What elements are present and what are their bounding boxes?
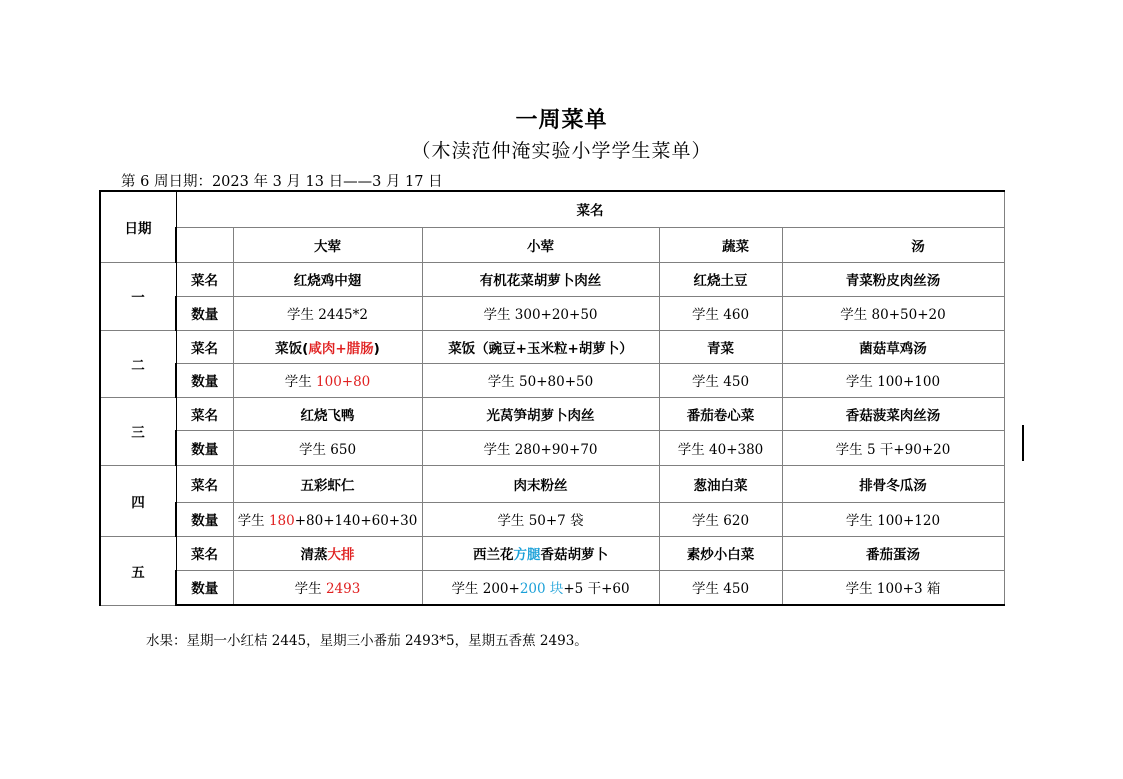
table-row bbox=[100, 570, 1004, 605]
table-row bbox=[100, 363, 1004, 397]
qty-cell-side-meat bbox=[422, 570, 659, 605]
text-segment: 学生 100+120 bbox=[845, 513, 941, 529]
text-segment: 番茄卷心菜 bbox=[686, 407, 755, 424]
text-segment: 学生 280+90+70 bbox=[483, 441, 598, 458]
blank-header-cell bbox=[176, 227, 233, 262]
row-label-qty: 数量 bbox=[176, 570, 233, 605]
row-label-qty: 数量 bbox=[176, 502, 233, 536]
table-row bbox=[100, 465, 1004, 502]
table-row bbox=[100, 262, 1004, 296]
qty-cell-side-meat bbox=[422, 363, 659, 397]
text-segment: 学生 460 bbox=[691, 307, 750, 323]
text-segment: 2493 bbox=[325, 581, 361, 598]
text-segment: 大排 bbox=[327, 547, 355, 563]
text-segment: 学生 bbox=[237, 513, 269, 529]
column-header-side-meat: 小荤 bbox=[422, 227, 659, 262]
table-row bbox=[100, 397, 1004, 430]
dish-cell-side-meat bbox=[422, 465, 659, 502]
text-segment: 菜饭（豌豆+玉米粒+胡萝卜） bbox=[448, 340, 633, 357]
text-segment: 有机花菜胡萝卜肉丝 bbox=[479, 273, 602, 289]
text-segment: 咸肉+腊肠 bbox=[308, 340, 374, 357]
text-segment: 青菜粉皮肉丝汤 bbox=[845, 273, 941, 289]
text-segment: 葱油白菜 bbox=[693, 477, 748, 494]
text-segment: 学生 450 bbox=[691, 581, 750, 598]
text-segment: 学生 5 干+90+20 bbox=[835, 441, 951, 458]
table-row bbox=[100, 330, 1004, 363]
dish-cell-side-meat bbox=[422, 330, 659, 363]
text-segment: 西兰花 bbox=[473, 547, 514, 563]
text-segment: 红烧飞鸭 bbox=[300, 407, 355, 424]
qty-cell-main-meat bbox=[233, 296, 422, 330]
row-label-dish: 菜名 bbox=[176, 465, 233, 502]
qty-cell-soup bbox=[782, 363, 1004, 397]
fruit-note: 水果：星期一小红桔 2445，星期三小番茄 2493*5，星期五香蕉 2493。 bbox=[146, 633, 588, 649]
row-label-qty: 数量 bbox=[176, 296, 233, 330]
qty-cell-main-meat bbox=[233, 363, 422, 397]
text-segment: 清蒸 bbox=[300, 547, 328, 563]
qty-cell-soup bbox=[782, 296, 1004, 330]
dish-cell-soup bbox=[782, 397, 1004, 430]
day-label: 三 bbox=[100, 397, 176, 465]
qty-cell-vegetable bbox=[659, 430, 782, 465]
week-info: 第 6 周日期：2023 年 3 月 13 日——3 月 17 日 bbox=[121, 174, 443, 190]
text-segment: 学生 bbox=[284, 374, 317, 390]
page-subtitle: （木渎范仲淹实验小学学生菜单） bbox=[411, 140, 712, 162]
dish-cell-main-meat bbox=[233, 465, 422, 502]
text-segment: 学生 50+7 袋 bbox=[497, 513, 584, 529]
text-segment: 排骨冬瓜汤 bbox=[859, 477, 927, 494]
text-segment: ) bbox=[373, 340, 380, 357]
dish-cell-main-meat bbox=[233, 262, 422, 296]
table-row bbox=[100, 502, 1004, 536]
text-segment: 180 bbox=[268, 513, 295, 529]
dish-cell-soup bbox=[782, 262, 1004, 296]
dish-cell-main-meat bbox=[233, 397, 422, 430]
day-label: 二 bbox=[100, 330, 176, 397]
qty-cell-vegetable bbox=[659, 502, 782, 536]
qty-cell-main-meat bbox=[233, 570, 422, 605]
text-segment: 方腿 bbox=[513, 547, 541, 563]
dish-cell-vegetable bbox=[659, 262, 782, 296]
text-segment: 红烧土豆 bbox=[693, 273, 748, 289]
qty-cell-soup bbox=[782, 502, 1004, 536]
text-segment: 学生 100+3 箱 bbox=[845, 581, 941, 598]
text-segment: 青菜 bbox=[707, 340, 734, 357]
text-segment: 菜饭( bbox=[275, 340, 309, 357]
text-segment: 肉末粉丝 bbox=[513, 477, 568, 494]
dish-cell-side-meat bbox=[422, 397, 659, 430]
dish-cell-soup bbox=[782, 536, 1004, 570]
text-cursor-mark bbox=[1022, 425, 1024, 461]
dish-cell-soup bbox=[782, 330, 1004, 363]
day-label: 五 bbox=[100, 536, 176, 605]
text-segment: 学生 200+ bbox=[451, 581, 520, 598]
text-segment: 素炒小白菜 bbox=[686, 547, 755, 563]
text-segment: 学生 620 bbox=[691, 513, 750, 529]
text-segment: 学生 300+20+50 bbox=[483, 307, 598, 323]
text-segment: 200 块 bbox=[519, 581, 564, 598]
table-row bbox=[100, 296, 1004, 330]
row-label-dish: 菜名 bbox=[176, 397, 233, 430]
qty-cell-vegetable bbox=[659, 363, 782, 397]
text-segment: 学生 650 bbox=[298, 441, 357, 458]
dish-header: 菜名 bbox=[176, 191, 1004, 227]
text-segment: 学生 2445*2 bbox=[287, 307, 368, 323]
page-title: 一周菜单 bbox=[515, 108, 608, 133]
dish-cell-vegetable bbox=[659, 397, 782, 430]
qty-cell-vegetable bbox=[659, 570, 782, 605]
text-segment: 香菇胡萝卜 bbox=[540, 547, 608, 563]
text-segment: +80+140+60+30 bbox=[294, 513, 418, 529]
dish-cell-side-meat bbox=[422, 536, 659, 570]
qty-cell-main-meat bbox=[233, 430, 422, 465]
row-label-dish: 菜名 bbox=[176, 330, 233, 363]
text-segment: 100+80 bbox=[316, 374, 371, 390]
text-segment: 学生 bbox=[294, 581, 326, 598]
text-segment: 红烧鸡中翅 bbox=[293, 273, 362, 289]
qty-cell-side-meat bbox=[422, 296, 659, 330]
row-label-qty: 数量 bbox=[176, 430, 233, 465]
dish-cell-soup bbox=[782, 465, 1004, 502]
text-segment: 学生 450 bbox=[691, 374, 750, 390]
qty-cell-main-meat bbox=[233, 502, 422, 536]
column-header-soup: 汤 bbox=[782, 227, 1004, 262]
text-segment: 学生 40+380 bbox=[677, 441, 764, 458]
table-row bbox=[100, 536, 1004, 570]
row-label-qty: 数量 bbox=[176, 363, 233, 397]
text-segment: 学生 50+80+50 bbox=[487, 374, 594, 390]
qty-cell-side-meat bbox=[422, 430, 659, 465]
column-header-vegetable: 蔬菜 bbox=[659, 227, 782, 262]
row-label-dish: 菜名 bbox=[176, 536, 233, 570]
menu-table bbox=[99, 190, 1005, 606]
day-label: 四 bbox=[100, 465, 176, 536]
text-segment: 学生 80+50+20 bbox=[840, 307, 946, 323]
dish-cell-main-meat bbox=[233, 536, 422, 570]
text-segment: 五彩虾仁 bbox=[300, 477, 355, 494]
text-segment: 菌菇草鸡汤 bbox=[859, 340, 927, 357]
column-header-main-meat: 大荤 bbox=[233, 227, 422, 262]
qty-cell-soup bbox=[782, 570, 1004, 605]
qty-cell-soup bbox=[782, 430, 1004, 465]
dish-cell-vegetable bbox=[659, 536, 782, 570]
dish-cell-vegetable bbox=[659, 330, 782, 363]
qty-cell-vegetable bbox=[659, 296, 782, 330]
date-header: 日期 bbox=[100, 191, 176, 262]
dish-cell-side-meat bbox=[422, 262, 659, 296]
text-segment: 学生 100+100 bbox=[845, 374, 941, 390]
table-row bbox=[100, 430, 1004, 465]
text-segment: 光莴笋胡萝卜肉丝 bbox=[486, 407, 595, 424]
dish-cell-main-meat bbox=[233, 330, 422, 363]
row-label-dish: 菜名 bbox=[176, 262, 233, 296]
text-segment: 番茄蛋汤 bbox=[866, 547, 920, 563]
qty-cell-side-meat bbox=[422, 502, 659, 536]
text-segment: 香菇菠菜肉丝汤 bbox=[845, 407, 941, 424]
text-segment: +5 干+60 bbox=[563, 581, 630, 598]
day-label: 一 bbox=[100, 262, 176, 330]
dish-cell-vegetable bbox=[659, 465, 782, 502]
